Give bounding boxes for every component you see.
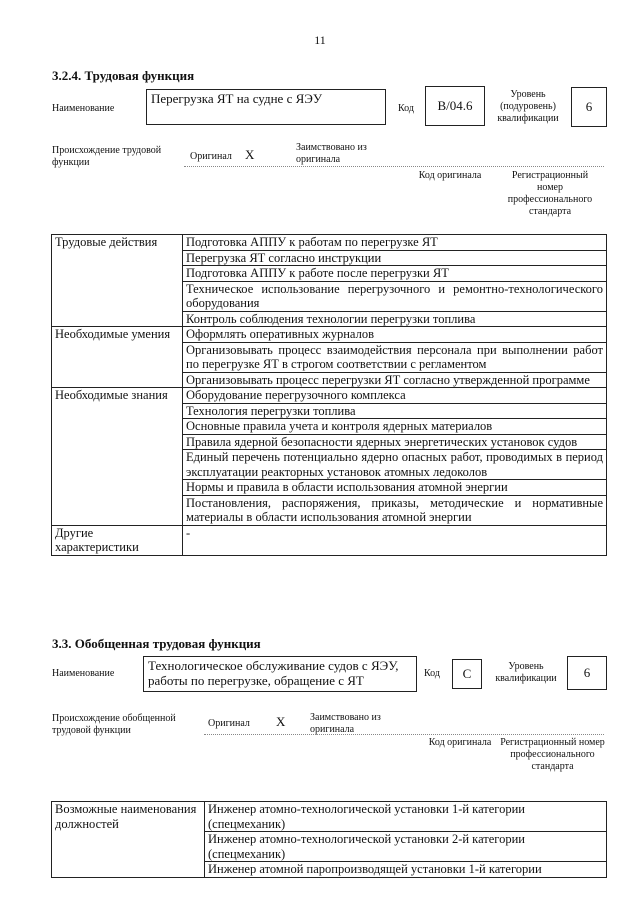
row-item: Единый перечень потенциально ядерно опасных работ, проводимых в период эксплуатации реакторных установок атомных ледоколов	[183, 450, 607, 480]
row-item: Постановления, распоряжения, приказы, методические и нормативные материалы в области использования атомной энергии	[183, 495, 607, 525]
row-item: Технология перегрузки топлива	[183, 403, 607, 419]
code-label-2: Код	[424, 668, 440, 679]
position-item: Инженер атомно-технологической установки 2-й категории (спецмеханик)	[205, 832, 607, 862]
row-category-label: Необходимые умения	[52, 327, 183, 388]
table-row	[52, 327, 607, 343]
code-label: Код	[398, 103, 414, 114]
position-item: Инженер атомной паропроизводящей установки 1-й категории	[205, 862, 607, 878]
level-box	[571, 87, 607, 127]
origin-divider-2	[204, 734, 604, 735]
code-original-label: Код оригинала	[418, 170, 482, 181]
level-value: 6	[585, 99, 593, 114]
row-item: Организовывать процесс перегрузки ЯТ согласно утвержденной программе	[183, 372, 607, 388]
original-mark-2: X	[276, 714, 286, 729]
borrowed-label-2: Заимствовано из оригинала	[310, 712, 381, 735]
code-value-2: C	[462, 666, 472, 681]
function-name-box	[146, 89, 386, 125]
row-item: Оформлять оперативных журналов	[183, 327, 607, 343]
general-function-name: Технологическое обслуживание судов с ЯЭУ, работы по перегрузке, обращение с ЯТ	[148, 658, 399, 688]
level-label-2: Уровень квалификации	[495, 661, 557, 684]
row-category-label: Необходимые знания	[52, 388, 183, 526]
code-original-label-2: Код оригинала	[428, 737, 492, 748]
original-mark: X	[245, 147, 255, 162]
function-name: Перегрузка ЯТ на судне с ЯЭУ	[151, 91, 323, 106]
origin-label-2: Происхождение обобщенной трудовой функции	[52, 713, 176, 736]
name-label-2: Наименование	[52, 668, 115, 679]
level-label: Уровень (подуровень) квалификации	[497, 89, 559, 124]
code-box-2	[452, 659, 482, 689]
code-box	[425, 86, 485, 126]
positions-table	[51, 801, 607, 878]
level-value-2: 6	[583, 665, 591, 680]
position-item: Инженер атомно-технологической установки 1-й категории (спецмеханик)	[205, 802, 607, 832]
code-value: B/04.6	[437, 98, 473, 113]
borrowed-label: Заимствовано из оригинала	[296, 142, 367, 165]
row-item: Правила ядерной безопасности ядерных энергетических установок судов	[183, 434, 607, 450]
original-label-2: Оригинал	[208, 718, 250, 729]
row-item: Основные правила учета и контроля ядерных материалов	[183, 419, 607, 435]
level-box-2	[567, 656, 607, 690]
table-row	[52, 802, 607, 832]
function-table	[51, 234, 607, 556]
table-row	[52, 235, 607, 251]
row-category-label: Другие характеристики	[52, 525, 183, 555]
row-item: Подготовка АППУ к работе после перегрузки ЯТ	[183, 266, 607, 282]
page-number: 11	[314, 33, 326, 47]
origin-divider	[184, 166, 604, 167]
section-heading-2: 3.3. Обобщенная трудовая функция	[52, 636, 261, 651]
row-item: Техническое использование перегрузочного и ремонтно-технологического оборудования	[183, 281, 607, 311]
table-row	[52, 388, 607, 404]
row-category-label: Трудовые действия	[52, 235, 183, 327]
table-row	[52, 525, 607, 555]
origin-label: Происхождение трудовой функции	[52, 145, 162, 168]
positions-label: Возможные наименования должностей	[52, 802, 205, 878]
row-item: Оборудование перегрузочного комплекса	[183, 388, 607, 404]
general-function-name-box	[143, 656, 417, 692]
name-label: Наименование	[52, 103, 115, 114]
row-item: Организовывать процесс взаимодействия персонала при выполнении работ по перегрузке ЯТ в строгом соответствии с регламентом	[183, 342, 607, 372]
row-item: Контроль соблюдения технологии перегрузки топлива	[183, 311, 607, 327]
row-item: -	[183, 525, 607, 555]
reg-number-label: Регистрационный номер профессионального стандарта	[507, 170, 593, 217]
row-item: Подготовка АППУ к работам по перегрузке ЯТ	[183, 235, 607, 251]
row-item: Перегрузка ЯТ согласно инструкции	[183, 250, 607, 266]
reg-number-label-2: Регистрационный номер профессионального стандарта	[500, 737, 605, 772]
row-item: Нормы и правила в области использования атомной энергии	[183, 480, 607, 496]
section-heading: 3.2.4. Трудовая функция	[52, 68, 195, 83]
original-label: Оригинал	[190, 151, 232, 162]
